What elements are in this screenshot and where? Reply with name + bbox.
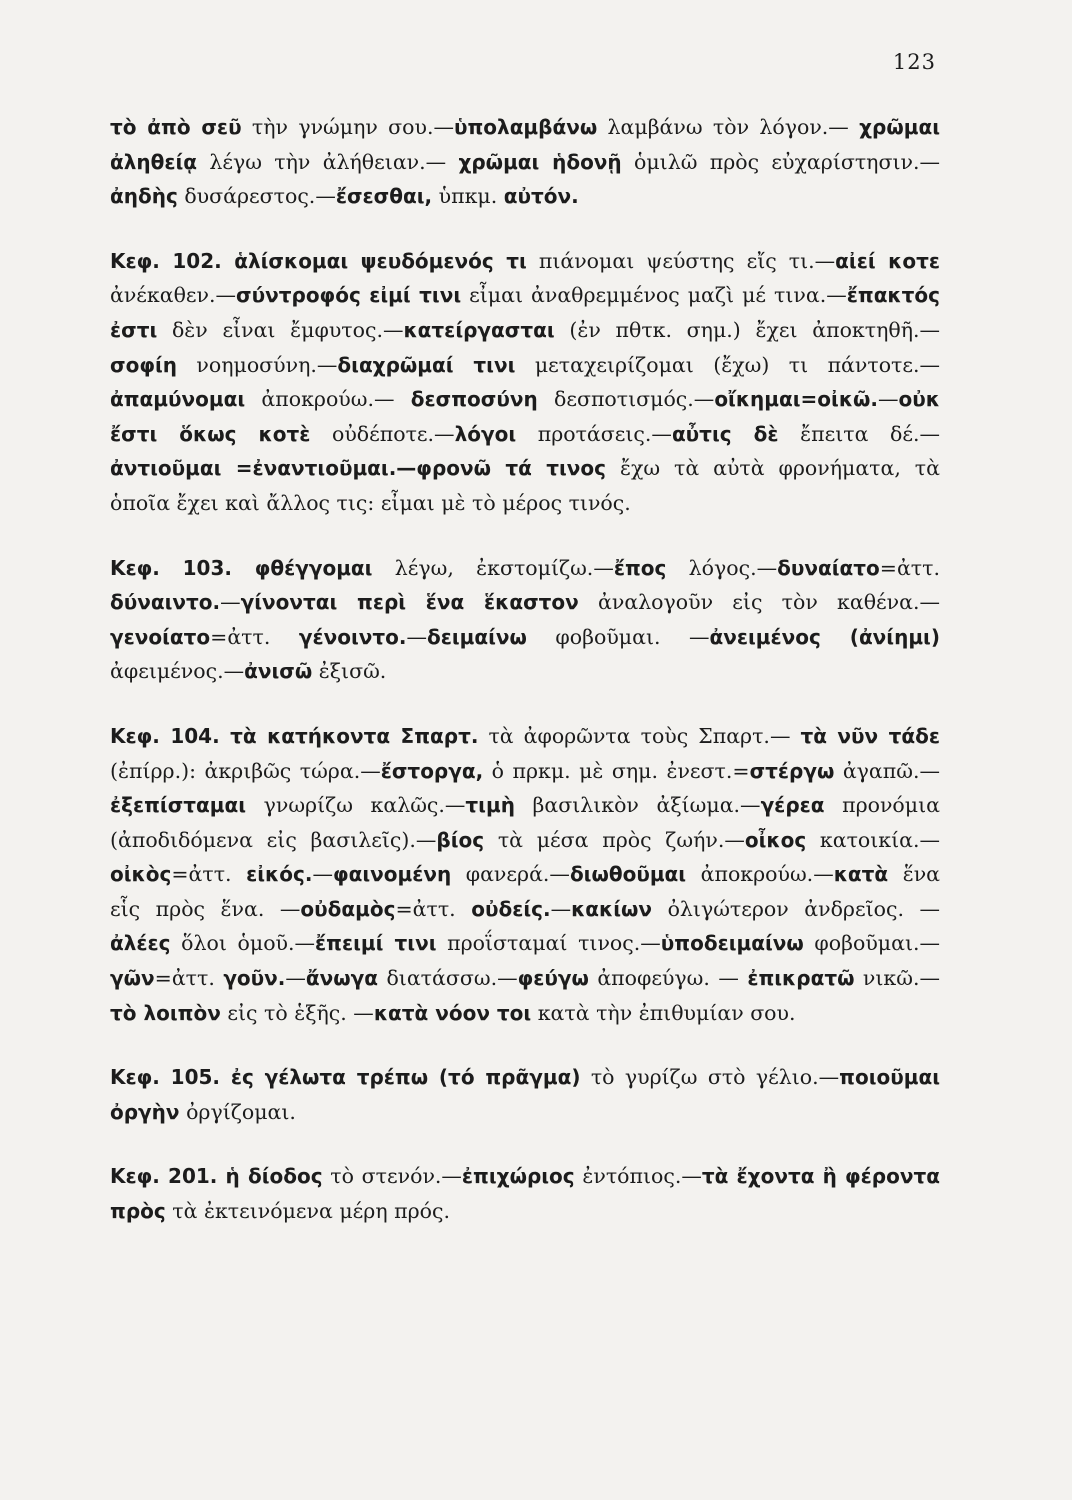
definition: ὑπκμ. xyxy=(432,184,504,209)
definition: ἀφειμένος.— xyxy=(110,659,245,684)
headword: διαχρῶμαί τινι xyxy=(337,352,516,377)
headword: οἶκος xyxy=(744,827,807,852)
definition: =ἀττ. xyxy=(395,896,472,921)
definition: προτάσεις.— xyxy=(516,421,672,446)
definition: λέγω τὴν ἀλήθειαν.— xyxy=(197,149,459,174)
glossary-paragraph xyxy=(110,110,940,214)
definition: φοβοῦμαι.— xyxy=(803,931,941,956)
headword: Κεφ. 201. ἡ δίοδος xyxy=(110,1164,323,1189)
definition: — xyxy=(312,862,333,887)
headword: διωθοῦμαι xyxy=(569,862,687,887)
definition: δὲν εἶναι ἔμφυτος.— xyxy=(157,317,404,342)
headword: ὑπολαμβάνω xyxy=(453,115,598,139)
definition: ὁμιλῶ πρὸς εὐχαρίστησιν.— xyxy=(621,149,940,174)
headword: ὑποδειμαίνω xyxy=(660,931,804,956)
definition: =ἀττ. xyxy=(879,555,940,580)
headword: χρῶμαι ἀληθείᾳ xyxy=(110,115,940,174)
definition: κατοικία.— xyxy=(806,827,940,852)
headword: ἀντιοῦμαι =ἐναντιοῦμαι.—φρονῶ τά τινος xyxy=(110,456,607,481)
definition: τὸ στενόν.— xyxy=(322,1164,462,1189)
headword: ἀηδὴς xyxy=(110,184,178,209)
headword: τὰ ἔχοντα ἢ φέροντα πρὸς xyxy=(110,1164,940,1224)
headword: αἰεί κοτε xyxy=(835,248,940,273)
headword: οἰκὸς xyxy=(110,862,172,887)
headword: δυναίατο xyxy=(777,555,880,580)
headword: δειμαίνω xyxy=(427,624,527,649)
headword: ἀνισῶ xyxy=(244,659,313,684)
headword: τὸ ἀπὸ σεῦ xyxy=(110,115,242,139)
headword: κατὰ xyxy=(833,862,889,887)
page-number: 123 xyxy=(892,50,936,74)
definition: δεσποτισμός.— xyxy=(537,387,715,412)
headword: ἀλέες xyxy=(110,931,171,956)
headword: χρῶμαι ἡδονῇ xyxy=(458,149,622,174)
definition: μεταχειρίζομαι (ἔχω) τι πάντοτε.— xyxy=(515,352,941,377)
headword: αὐτόν. xyxy=(503,184,579,209)
headword: γέρεα xyxy=(760,793,825,818)
definition: ἀναλογοῦν εἰς τὸν καθένα.— xyxy=(578,590,941,615)
headword: σύντροφός εἰμί τινι xyxy=(236,283,462,308)
headword: ἐπιχώριος xyxy=(461,1164,575,1189)
definition: κατὰ τὴν ἐπιθυμίαν σου. xyxy=(531,1000,796,1025)
definition: τὰ ἐκτεινόμενα μέρη πρός. xyxy=(165,1199,450,1224)
definition: προνόμια (ἀποδιδόμενα εἰς βασιλεῖς).— xyxy=(110,793,940,852)
definition: ἕνα εἷς πρὸς ἕνα. — xyxy=(110,862,940,921)
headword: ἔπος xyxy=(613,555,667,580)
definition: ἐξισῶ. xyxy=(312,659,387,684)
headword: κατὰ νόον τοι xyxy=(373,1000,532,1025)
headword: γενοίατο xyxy=(110,624,211,649)
headword: γένοιντο. xyxy=(298,624,407,649)
headword: βίος xyxy=(436,827,485,852)
glossary-paragraph xyxy=(110,551,940,689)
headword: Κεφ. 105. ἐς γέλωτα τρέπω (τό πρᾶγμα) xyxy=(110,1065,581,1090)
headword: φεύγω xyxy=(517,966,589,991)
headword: ἐξεπίσταμαι xyxy=(110,793,247,818)
definition: ἐντόπιος.— xyxy=(574,1164,702,1189)
definition: διατάσσω.— xyxy=(378,966,518,991)
definition: ὅλοι ὁμοῦ.— xyxy=(170,931,316,956)
headword: οὐκ ἔστι ὅκως κοτὲ xyxy=(110,387,940,446)
headword: στέργω xyxy=(749,758,835,783)
glossary-paragraph xyxy=(110,244,940,521)
definition: ὀργίζομαι. xyxy=(179,1099,296,1124)
definition: βασιλικὸν ἀξίωμα.— xyxy=(514,793,761,818)
definition: (ἐν πθτκ. σημ.) ἔχει ἀποκτηθῆ.— xyxy=(554,317,940,342)
definition: =ἀττ. xyxy=(210,624,299,649)
definition: τὸ γυρίζω στὸ γέλιο.— xyxy=(580,1065,840,1090)
definition: ἀγαπῶ.— xyxy=(834,758,940,783)
headword: ἔπακτός ἐστι xyxy=(110,283,940,342)
definition: λέγω, ἐκστομίζω.— xyxy=(372,555,614,580)
definition: πιάνομαι ψεύστης εἴς τι.— xyxy=(526,248,836,273)
definition: εἰς τὸ ἑξῆς. — xyxy=(220,1000,374,1025)
definition: — xyxy=(406,624,428,649)
headword: κακίων xyxy=(571,896,653,921)
definition: (ἐπίρρ.): ἀκριβῶς τώρα.— xyxy=(110,758,381,783)
headword: τὸ λοιπὸν xyxy=(110,1000,221,1025)
definition: τὰ μέσα πρὸς ζωήν.— xyxy=(484,827,745,852)
definition: φανερά.— xyxy=(451,862,570,887)
definition: ἀνέκαθεν.— xyxy=(110,283,237,308)
headword: ἔστοργα, xyxy=(380,758,484,783)
headword: δεσποσύνη xyxy=(410,387,538,412)
definition: ἔχω τὰ αὐτὰ φρονήματα, τὰ ὁποῖα ἔχει καὶ ἄλλος τις: εἶμαι μὲ τὸ μέρος τινός. xyxy=(110,456,940,515)
headword: κατείργασται xyxy=(403,317,555,342)
definition: νικῶ.— xyxy=(854,966,940,991)
headword: ἀνειμένος (ἀνίημι) xyxy=(709,624,940,649)
definition: =ἀττ. xyxy=(171,862,247,887)
glossary-text xyxy=(110,110,940,1229)
headword: ἄνωγα xyxy=(305,966,379,991)
headword: Κεφ. 102. ἁλίσκομαι ψευδόμενός τι xyxy=(110,248,527,273)
headword: γίνονται περὶ ἕνα ἕκαστον xyxy=(240,590,579,615)
headword: ἔσεσθαι, xyxy=(335,184,433,209)
headword: ἔπειμί τινι xyxy=(315,931,437,956)
headword: ἐπικρατῶ xyxy=(747,966,855,991)
headword: φαινομένη xyxy=(332,862,452,887)
definition: ὀλιγώτερον ἀνδρεῖος. — xyxy=(652,896,940,921)
definition: — xyxy=(550,896,572,921)
definition: ἀποφεύγω. — xyxy=(588,966,748,991)
definition: — xyxy=(878,387,899,412)
definition: νοημοσύνη.— xyxy=(177,352,338,377)
definition: γνωρίζω καλῶς.— xyxy=(246,793,466,818)
definition: λαμβάνω τὸν λόγον.— xyxy=(597,115,860,139)
headword: σοφίη xyxy=(110,352,177,377)
definition: τὰ ἀφορῶντα τοὺς Σπαρτ.— xyxy=(478,723,801,748)
definition: λόγος.— xyxy=(666,555,778,580)
headword: λόγοι xyxy=(454,421,517,446)
definition: φοβοῦμαι. — xyxy=(526,624,710,649)
definition: — xyxy=(285,966,306,991)
headword: Κεφ. 104. τὰ κατήκοντα Σπαρτ. xyxy=(110,723,479,748)
headword: γῶν xyxy=(110,966,155,991)
headword: αὖτις δὲ xyxy=(671,421,779,446)
definition: ἀποκρούω.— xyxy=(686,862,834,887)
definition: εἶμαι ἀναθρεμμένος μαζὶ μέ τινα.— xyxy=(461,283,847,308)
headword: Κεφ. 103. φθέγγομαι xyxy=(110,555,373,580)
headword: οὐδαμὸς xyxy=(300,896,396,921)
glossary-paragraph xyxy=(110,1159,940,1228)
definition: ἀποκρούω.— xyxy=(245,387,411,412)
headword: ἀπαμύνομαι xyxy=(110,387,246,412)
definition: ὁ πρκμ. μὲ σημ. ἐνεστ.= xyxy=(483,758,750,783)
headword: οἴκημαι=οἰκῶ. xyxy=(714,387,879,412)
definition: =ἀττ. xyxy=(154,966,224,991)
headword: τιμὴ xyxy=(465,793,515,818)
definition: ἔπειτα δέ.— xyxy=(778,421,941,446)
definition: προΐσταμαί τινος.— xyxy=(436,931,661,956)
definition: οὐδέποτε.— xyxy=(310,421,455,446)
glossary-paragraph xyxy=(110,1060,940,1129)
headword: τὰ νῦν τάδε xyxy=(800,723,940,748)
headword: δύναιντο. xyxy=(110,590,221,615)
headword: οὐδείς. xyxy=(471,896,551,921)
glossary-paragraph xyxy=(110,719,940,1030)
headword: εἰκός. xyxy=(246,862,313,887)
definition: — xyxy=(220,590,241,615)
headword: ποιοῦμαι ὀργὴν xyxy=(110,1065,940,1124)
definition: τὴν γνώμην σου.— xyxy=(241,115,454,139)
headword: γοῦν. xyxy=(223,966,286,991)
definition: δυσάρεστος.— xyxy=(177,184,336,209)
